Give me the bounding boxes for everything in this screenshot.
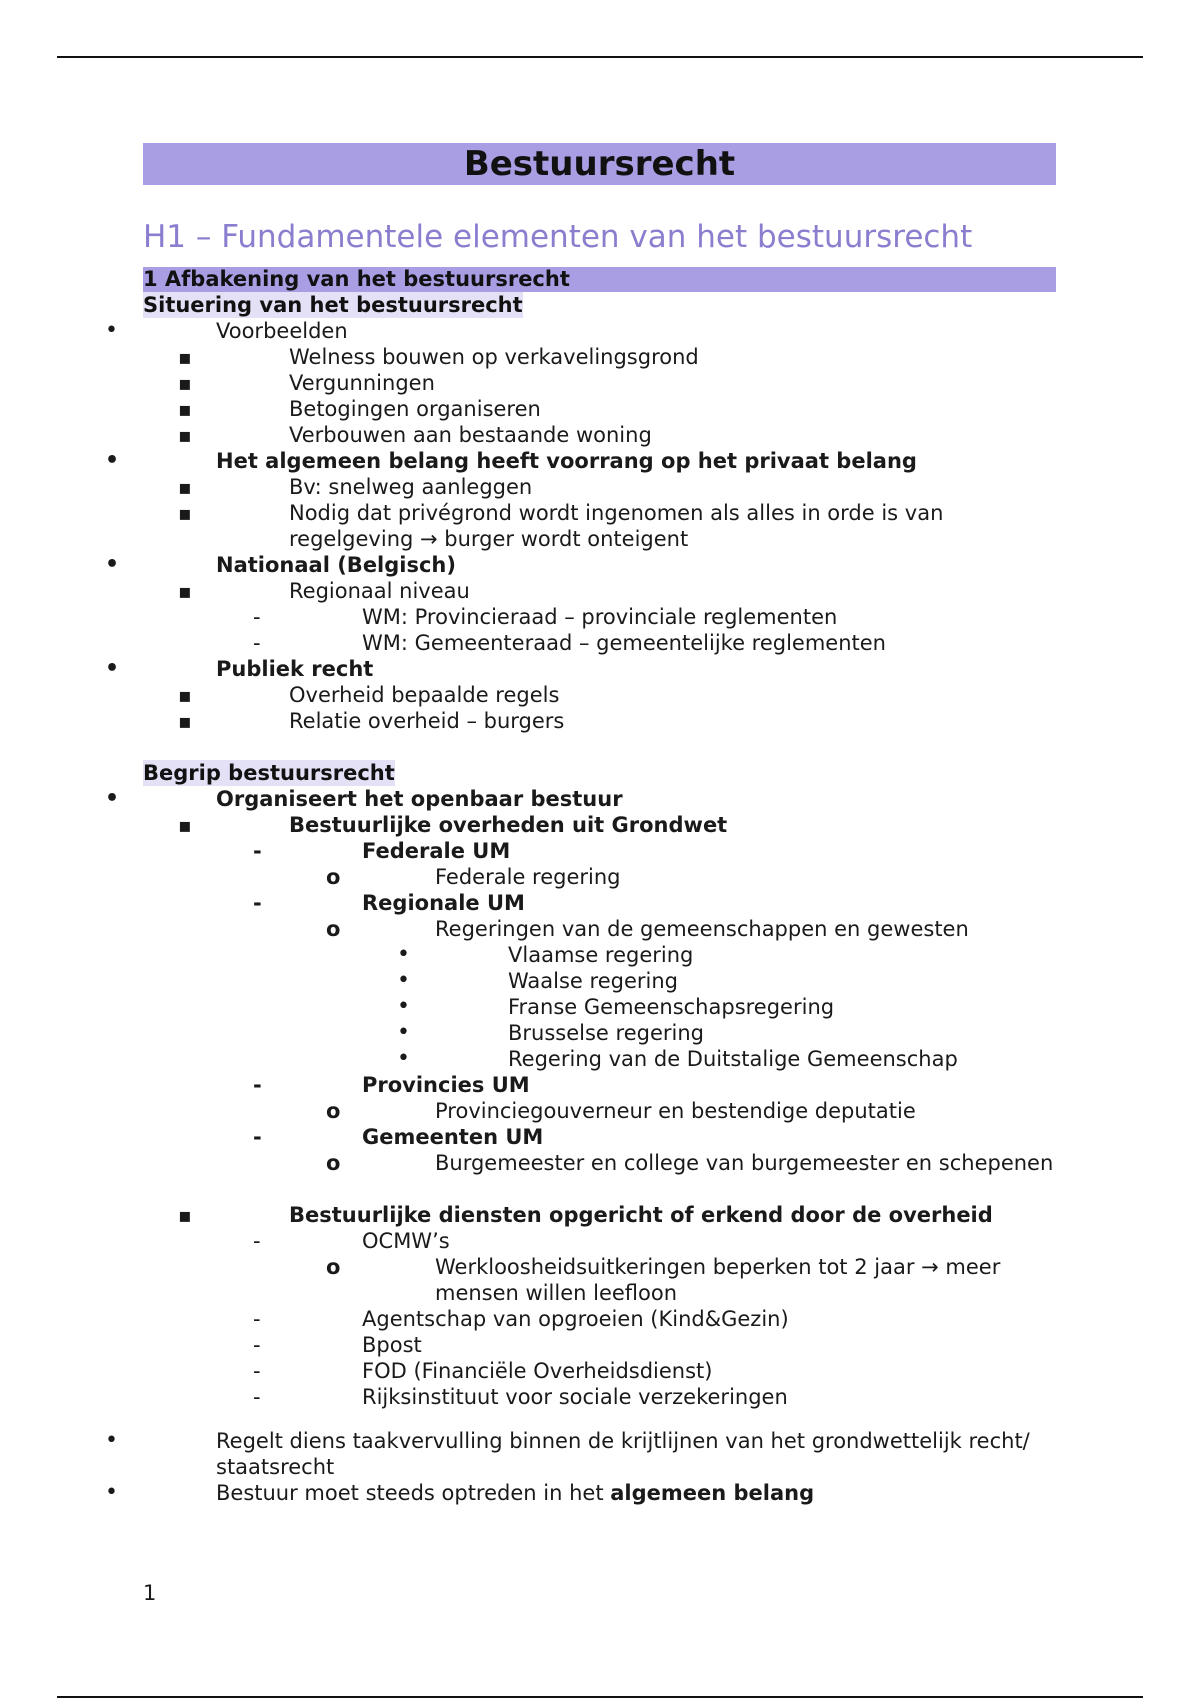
list-item: • Vlaamse regering (435, 942, 1056, 968)
list-item: • Publiek recht ▪ Overheid bepaalde regels ▪ Relatie overheid – burgers (143, 656, 1056, 734)
list-item: ▪ Overheid bepaalde regels (216, 682, 1056, 708)
list-item: • Het algemeen belang heeft voorrang op het privaat belang ▪ Bv: snelweg aanleggen ▪ Nodig dat privégrond wordt ingenomen als alles in orde is van regelgeving → burger wordt onteigent (143, 448, 1056, 552)
begrip-list (143, 786, 1056, 1410)
document-body (143, 143, 1056, 1506)
list-item: - Federale UM o Federale regering (289, 838, 1056, 890)
list-item: • Voorbeelden ▪ Welness bouwen op verkavelingsgrond ▪ Vergunningen ▪ Betogingen organiseren ▪ Verbouwen aan bestaande woning (143, 318, 1056, 448)
list-item: • Regering van de Duitstalige Gemeenschap (435, 1046, 1056, 1072)
list-item: ▪ Betogingen organiseren (216, 396, 1056, 422)
header-rule (57, 56, 1143, 58)
list-item: - WM: Provincieraad – provinciale reglementen (289, 604, 1056, 630)
page-number: 1 (143, 1581, 157, 1605)
list-item: ▪ Bestuurlijke overheden uit Grondwet - Federale UM o Federale regering - Regionale UM o Regeringen van de gemeenschappen en gewesten • Vlaamse regering • Waalse regering • Franse Gemeenschapsregering • Brusselse regering • Regering van de Duitstalige Gemeenschap - Provincies UM o Provinciegouverneur en bestendige deputatie - Gemeenten UM o Burgemeester en college van burgemeester en schepenen (216, 812, 1056, 1176)
list-item: o Burgemeester en college van burgemeester en schepenen (362, 1150, 1056, 1176)
list-item: ▪ Bestuurlijke diensten opgericht of erkend door de overheid - OCMW’s o Werkloosheidsuitkeringen beperken tot 2 jaar → meer mensen willen leefloon - Agentschap van opgroeien (Kind&Gezin) - Bpost - FOD (Financiële Overheidsdienst) - Rijksinstituut voor sociale verzekeringen (216, 1202, 1056, 1410)
list-item: ▪ Regionaal niveau - WM: Provincieraad – provinciale reglementen - WM: Gemeenteraad – gemeentelijke reglementen (216, 578, 1056, 656)
chapter-heading: H1 – Fundamentele elementen van het bestuursrecht (143, 219, 973, 255)
list-item: - Provincies UM o Provinciegouverneur en bestendige deputatie (289, 1072, 1056, 1124)
list-item: o Werkloosheidsuitkeringen beperken tot 2 jaar → meer mensen willen leefloon (362, 1254, 1056, 1306)
list-item: - Regionale UM o Regeringen van de gemeenschappen en gewesten • Vlaamse regering • Waalse regering • Franse Gemeenschapsregering • Brusselse regering • Regering van de Duitstalige Gemeenschap (289, 890, 1056, 1072)
list-item: ▪ Relatie overheid – burgers (216, 708, 1056, 734)
list-item: ▪ Nodig dat privégrond wordt ingenomen als alles in orde is van regelgeving → burger wordt onteigent (216, 500, 1056, 552)
list-item: • Brusselse regering (435, 1020, 1056, 1046)
list-item: • Bestuur moet steeds optreden in het algemeen belang (143, 1480, 1056, 1506)
list-item: ▪ Welness bouwen op verkavelingsgrond (216, 344, 1056, 370)
list-item: - Rijksinstituut voor sociale verzekeringen (289, 1384, 1056, 1410)
list-item: o Federale regering (362, 864, 1056, 890)
list-item: • Franse Gemeenschapsregering (435, 994, 1056, 1020)
list-item: • Nationaal (Belgisch) ▪ Regionaal niveau - WM: Provincieraad – provinciale reglementen - WM: Gemeenteraad – gemeentelijke reglementen (143, 552, 1056, 656)
list-item: o Provinciegouverneur en bestendige deputatie (362, 1098, 1056, 1124)
list-item: - FOD (Financiële Overheidsdienst) (289, 1358, 1056, 1384)
situering-list (143, 318, 1056, 734)
list-item: - Agentschap van opgroeien (Kind&Gezin) (289, 1306, 1056, 1332)
begrip-list-2 (143, 1428, 1056, 1506)
list-item: - OCMW’s o Werkloosheidsuitkeringen beperken tot 2 jaar → meer mensen willen leefloon (289, 1228, 1056, 1306)
list-item: • Regelt diens taakvervulling binnen de krijtlijnen van het grondwettelijk recht/ staatsrecht (143, 1428, 1056, 1480)
list-item: ▪ Bv: snelweg aanleggen (216, 474, 1056, 500)
list-item: • Organiseert het openbaar bestuur ▪ Bestuurlijke overheden uit Grondwet - Federale UM o Federale regering - Regionale UM o Regeringen van de gemeenschappen en gewesten • Vlaamse regering • Waalse regering • Franse Gemeenschapsregering • Brusselse regering • Regering van de Duitstalige Gemeenschap - Provincies UM o Provinciegouverneur en bestendige deputatie - Gemeenten UM o Burgemeester en college van burgemeester en schepenen ▪ Bestuurlijke diensten opgericht of erkend door de overheid - OCMW’s o Werkloosheidsuitkeringen beperken tot 2 jaar → meer mensen willen leefloon - Agentschap van opgroeien (Kind&Gezin) - Bpost - FOD (Financiële Overheidsdienst) - Rijksinstituut voor sociale verzekeringen (143, 786, 1056, 1410)
subsection-heading-situering: Situering van het bestuursrecht (143, 293, 523, 317)
list-item: • Waalse regering (435, 968, 1056, 994)
list-item: - WM: Gemeenteraad – gemeentelijke reglementen (289, 630, 1056, 656)
list-item: ▪ Verbouwen aan bestaande woning (216, 422, 1056, 448)
section-heading: 1 Afbakening van het bestuursrecht (143, 267, 1056, 292)
list-item: - Bpost (289, 1332, 1056, 1358)
document-title: Bestuursrecht (143, 143, 1056, 185)
list-item: - Gemeenten UM o Burgemeester en college van burgemeester en schepenen (289, 1124, 1056, 1176)
subsection-heading-begrip: Begrip bestuursrecht (143, 761, 395, 785)
list-item: o Regeringen van de gemeenschappen en gewesten • Vlaamse regering • Waalse regering • Franse Gemeenschapsregering • Brusselse regering • Regering van de Duitstalige Gemeenschap (362, 916, 1056, 1072)
list-item: ▪ Vergunningen (216, 370, 1056, 396)
footer-rule (57, 1696, 1143, 1698)
